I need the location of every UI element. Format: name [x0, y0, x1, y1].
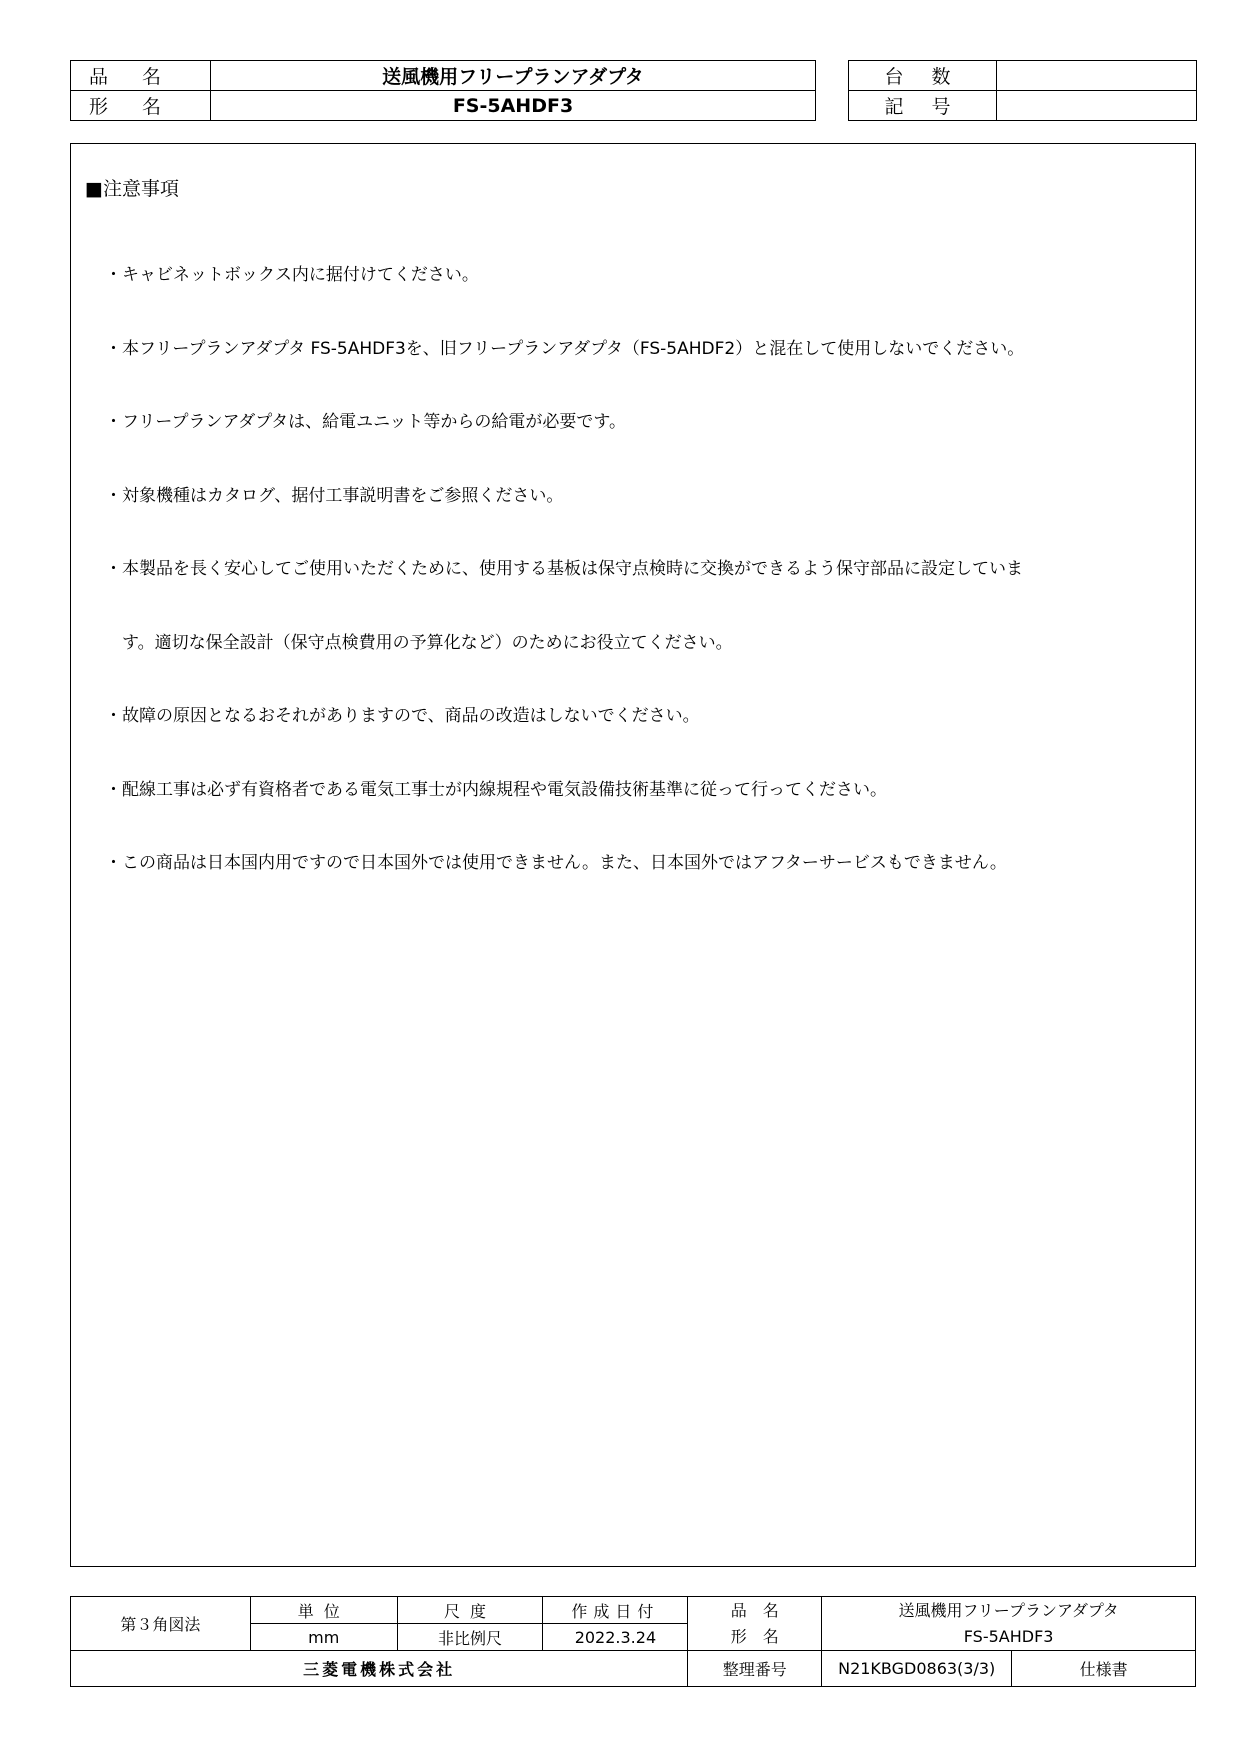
projection-method: 第３角図法	[71, 1597, 251, 1651]
date-label: 作成日付	[543, 1597, 688, 1624]
quantity-label: 台数	[849, 61, 997, 91]
unit-label: 単位	[250, 1597, 397, 1624]
scale-value: 非比例尺	[397, 1624, 543, 1651]
doc-number-label: 整理番号	[688, 1651, 822, 1687]
scale-label: 尺度	[397, 1597, 543, 1624]
note-item: ・配線工事は必ず有資格者である電気工事士が内線規程や電気設備技術基準に従って行ってください。	[105, 779, 887, 800]
product-name-label: 品名	[71, 61, 211, 91]
note-item: ・本製品を長く安心してご使用いただくために、使用する基板は保守点検時に交換ができるよう保守部品に設定していま	[105, 559, 1023, 579]
header-product-table	[70, 60, 816, 121]
note-item: ・この商品は日本国内用ですので日本国外では使用できません。また、日本国外ではアフターサービスもできません。	[105, 853, 1007, 873]
header-quantity-table	[848, 60, 1197, 121]
quantity-value	[997, 61, 1197, 91]
footer-product-name-label: 品 名	[730, 1600, 779, 1620]
doc-number-value: N21KBGD0863(3/3)	[822, 1651, 1012, 1687]
notes-box	[70, 143, 1196, 1567]
company-name: 三菱電機株式会社	[71, 1651, 688, 1687]
model-value: FS-5AHDF3	[211, 91, 816, 121]
footer-product-name-value: 送風機用フリープランアダプタ	[898, 1600, 1119, 1620]
unit-value: mm	[250, 1624, 397, 1651]
footer-model-value: FS-5AHDF3	[963, 1626, 1054, 1646]
symbol-label: 記号	[849, 91, 997, 121]
footer-name-labels	[688, 1597, 822, 1651]
note-item: ・故障の原因となるおそれがありますので、商品の改造はしないでください。	[105, 706, 700, 726]
date-value: 2022.3.24	[543, 1624, 688, 1651]
note-item: ・フリープランアダプタは、給電ユニット等からの給電が必要です。	[105, 412, 627, 432]
footer-name-values	[822, 1597, 1196, 1651]
notes-list	[105, 214, 1175, 925]
doc-type: 仕様書	[1012, 1651, 1196, 1687]
footer-model-label: 形 名	[730, 1626, 779, 1646]
model-label: 形名	[71, 91, 211, 121]
note-item: ・対象機種はカタログ、据付工事説明書をご参照ください。	[105, 485, 564, 506]
notes-heading: ■注意事項	[85, 178, 179, 200]
note-item: す。適切な保全設計（保守点検費用の予算化など）のためにお役立てください。	[105, 632, 733, 653]
title-block	[70, 1596, 1196, 1687]
note-item: ・本フリープランアダプタ FS-5AHDF3を、旧フリープランアダプタ（FS-5AHDF2）と混在して使用しないでください。	[105, 338, 1025, 359]
symbol-value	[997, 91, 1197, 121]
product-name-value: 送風機用フリープランアダプタ	[211, 61, 816, 91]
note-item: ・キャビネットボックス内に据付けてください。	[105, 265, 479, 285]
